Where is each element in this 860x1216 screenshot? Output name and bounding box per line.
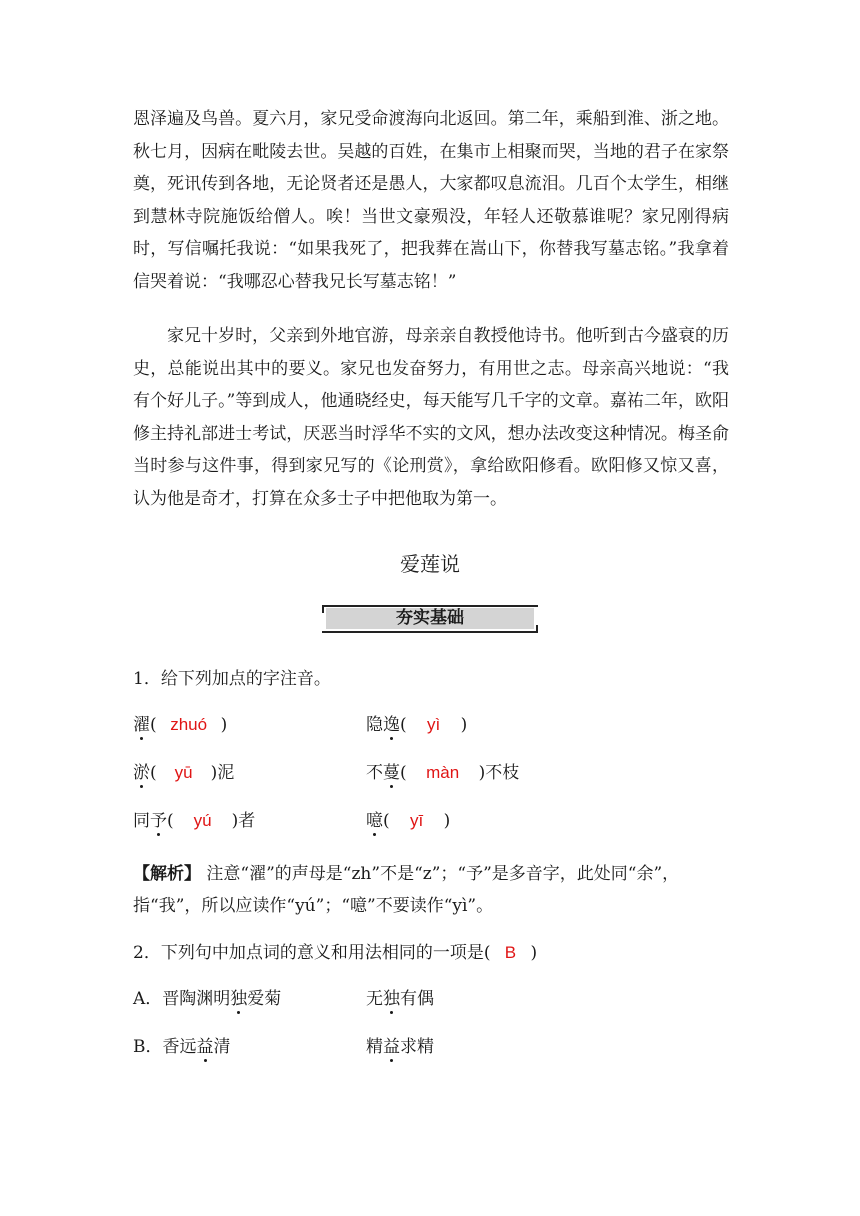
explanation-text: 注意“濯”的声母是“zh”不是“z”；“予”是多音字，此处同“余”，指“我”，所以应读作“yú”；“噫”不要读作“yì”。 (133, 864, 680, 916)
option-a-left: A．晋陶渊明独爱菊 (133, 989, 282, 1009)
answer-pinyin: yú (193, 811, 212, 830)
option-a-right: 无独有偶 (366, 989, 434, 1009)
question-1-stem: 1．给下列加点的字注音。 (133, 669, 331, 689)
dotted-char: 益 (383, 1037, 400, 1057)
section-title: 爱莲说 (400, 552, 460, 576)
q1-item: 同予( yú )者 (133, 811, 256, 831)
answer-pinyin: yū (174, 763, 193, 782)
banner-label: 夯实基础 (326, 608, 534, 629)
paragraph-1: 恩泽遍及鸟兽。夏六月，家兄受命渡海向北返回。第二年，乘船到淮、浙之地。秋七月，因病在毗陵去世。吴越的百姓，在集市上相聚而哭，当地的君子在家祭奠，死讯传到各地，无论贤者还是愚人，大家都叹息流泪。几百个太学生，相继到慧林寺院施饭给僧人。唉！当世文豪殒没，年轻人还敬慕谁呢？家兄刚得病时，写信嘱托我说：“如果我死了，把我葬在嵩山下，你替我写墓志铭。”我拿着信哭着说：“我哪忍心替我兄长写墓志铭！” (133, 109, 729, 292)
paragraph-2: 家兄十岁时，父亲到外地官游，母亲亲自教授他诗书。他听到古今盛衰的历史，总能说出其中的要义。家兄也发奋努力，有用世之志。母亲高兴地说：“我有个好儿子。”等到成人，他通晓经史，每天能写几千字的文章。嘉祐二年，欧阳修主持礼部进士考试，厌恶当时浮华不实的文风，想办法改变这种情况。梅圣俞当时参与这件事，得到家兄写的《论刑赏》，拿给欧阳修看。欧阳修又惊又喜，认为他是奇才，打算在众多士子中把他取为第一。 (133, 326, 729, 509)
explanation-tag: 【解析】 (133, 864, 201, 884)
answer-pinyin: zhuó (170, 715, 208, 734)
dotted-char: 蔓 (383, 763, 400, 783)
dotted-char: 益 (196, 1037, 214, 1057)
q1-item: 不蔓( màn )不枝 (366, 763, 520, 783)
question-2-stem: 2．下列句中加点词的意义和用法相同的一项是( B ) (133, 943, 538, 963)
section-banner (322, 605, 538, 633)
dotted-char: 予 (150, 811, 167, 831)
q1-item: 噫( yī ) (366, 811, 451, 831)
q1-item: 濯( zhuó ) (133, 715, 228, 735)
dotted-char: 噫 (366, 811, 383, 831)
answer-choice: B (504, 943, 517, 962)
answer-pinyin: màn (426, 763, 460, 782)
dotted-char: 濯 (133, 715, 150, 735)
answer-pinyin: yī (410, 811, 424, 830)
dotted-char: 逸 (383, 715, 400, 735)
answer-pinyin: yì (427, 715, 441, 734)
dotted-char: 淤 (133, 763, 150, 783)
option-b-left: B．香远益清 (133, 1037, 231, 1057)
q1-item: 淤( yū )泥 (133, 763, 235, 783)
q1-item: 隐逸( yì ) (366, 715, 468, 735)
dotted-char: 独 (230, 989, 248, 1009)
option-b-right: 精益求精 (366, 1037, 434, 1057)
explanation (133, 858, 733, 922)
dotted-char: 独 (383, 989, 400, 1009)
